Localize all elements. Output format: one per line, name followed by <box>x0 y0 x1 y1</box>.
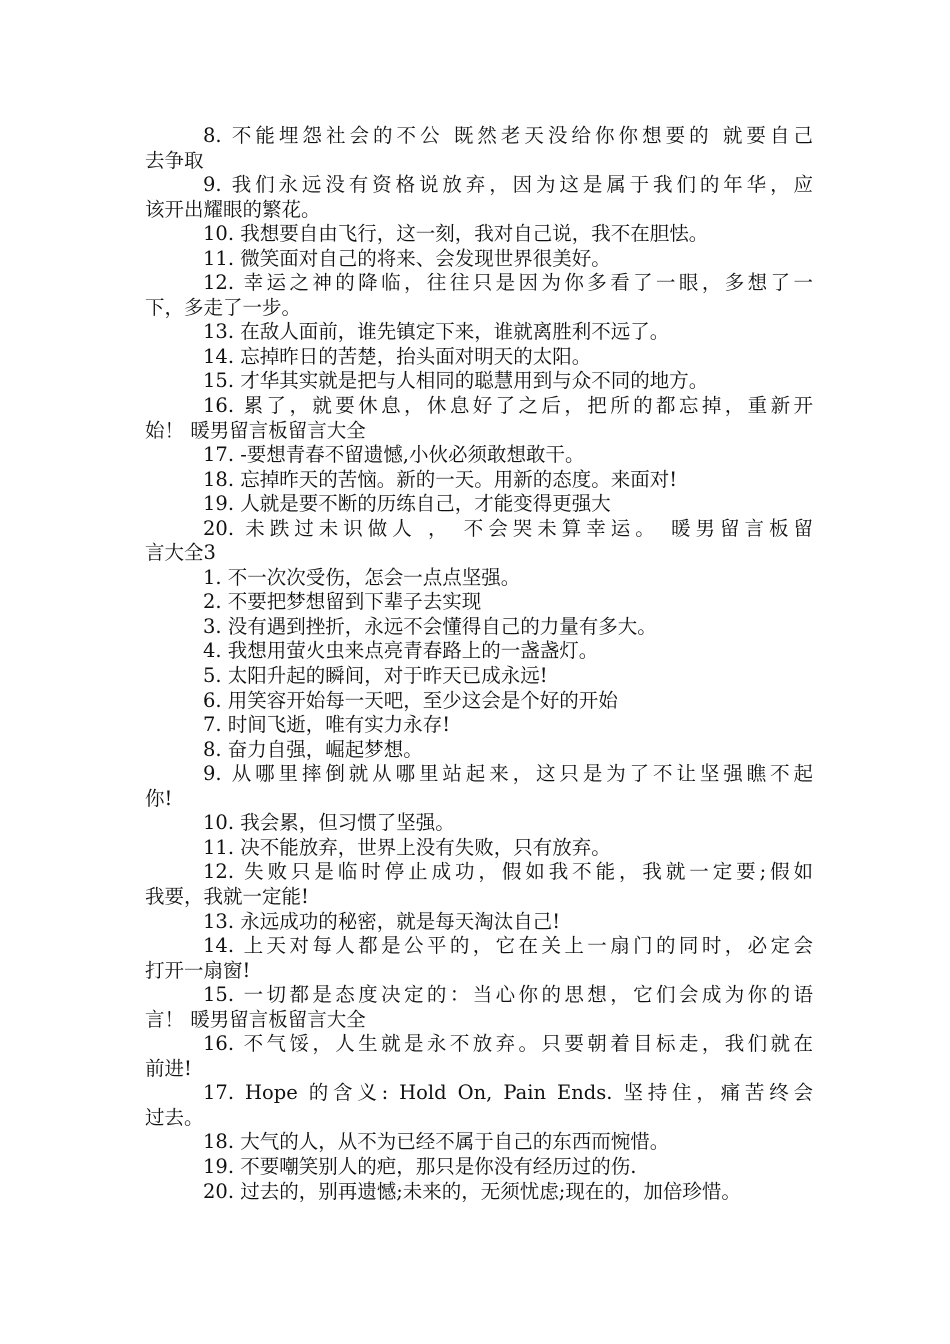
text-line: 12. 幸运之神的降临，往往只是因为你多看了一眼，多想了一 <box>203 271 813 295</box>
text-line: 20. 未跌过未识做人 ， 不会哭未算幸运。 暖男留言板留 <box>203 516 813 540</box>
text-line: 19. 不要嘲笑别人的疤，那只是你没有经历过的伤. <box>203 1154 637 1178</box>
text-line: 下，多走了一步。 <box>145 295 302 319</box>
text-line: 9. 从哪里摔倒就从哪里站起来，这只是为了不让坚强瞧不起 <box>203 762 813 786</box>
text-line: 18. 大气的人，从不为已经不属于自己的东西而惋惜。 <box>203 1130 670 1154</box>
text-line: 15. 才华其实就是把与人相同的聪慧用到与众不同的地方。 <box>203 369 709 393</box>
text-line: 8. 不能埋怨社会的不公 既然老天没给你你想要的 就要自己 <box>203 124 813 147</box>
text-line: 11. 决不能放弃，世界上没有失败，只有放弃。 <box>203 835 611 859</box>
text-line: 20. 过去的，别再遗憾;未来的，无须忧虑;现在的，加倍珍惜。 <box>203 1179 741 1203</box>
text-line: 18. 忘掉昨天的苦恼。新的一天。用新的态度。来面对! <box>203 467 678 491</box>
text-line: 9. 我们永远没有资格说放弃，因为这是属于我们的年华，应 <box>203 173 813 197</box>
text-line: 言！ 暖男留言板留言大全 <box>145 1007 366 1031</box>
text-line: 19. 人就是要不断的历练自己，才能变得更强大 <box>203 492 611 516</box>
text-line: 该开出耀眼的繁花。 <box>145 197 321 221</box>
text-line: 5. 太阳升起的瞬间，对于昨天已成永远! <box>203 664 548 688</box>
text-line: 7. 时间飞逝，唯有实力永存! <box>203 713 451 737</box>
text-line: 前进! <box>145 1056 192 1080</box>
text-line: 6. 用笑容开始每一天吧，至少这会是个好的开始 <box>203 688 618 712</box>
text-line: 17. Hope 的含义: Hold On, Pain Ends. 坚持住，痛苦终会 <box>203 1081 813 1105</box>
text-line: 我要，我就一定能! <box>145 884 309 908</box>
text-line: 过去。 <box>145 1105 204 1129</box>
text-line: 14. 忘掉昨日的苦楚，抬头面对明天的太阳。 <box>203 344 592 368</box>
text-line: 16. 不气馁，人生就是永不放弃。只要朝着目标走，我们就在 <box>203 1032 813 1056</box>
text-line: 17. -要想青春不留遗憾,小伙必须敢想敢干。 <box>203 443 585 467</box>
text-line: 2. 不要把梦想留到下辈子去实现 <box>203 590 482 614</box>
text-line: 1. 不一次次受伤，怎会一点点坚强。 <box>203 565 521 589</box>
text-line: 10. 我想要自由飞行，这一刻，我对自己说，我不在胆怯。 <box>203 222 709 246</box>
document-body <box>145 124 813 1204</box>
text-line: 言大全3 <box>145 541 216 565</box>
text-line: 14. 上天对每人都是公平的，它在关上一扇门的同时，必定会 <box>203 934 813 958</box>
text-line: 3. 没有遇到挫折，永远不会懂得自己的力量有多大。 <box>203 614 657 638</box>
text-line: 10. 我会累，但习惯了坚强。 <box>203 811 455 835</box>
text-line: 8. 奋力自强，崛起梦想。 <box>203 737 423 761</box>
text-line: 去争取 <box>145 148 204 172</box>
text-line: 你! <box>145 786 173 810</box>
text-line: 始！ 暖男留言板留言大全 <box>145 418 366 442</box>
text-line: 15. 一切都是态度决定的：当心你的思想，它们会成为你的语 <box>203 983 813 1007</box>
text-line: 12. 失败只是临时停止成功，假如我不能，我就一定要;假如 <box>203 860 813 884</box>
text-line: 打开一扇窗! <box>145 958 251 982</box>
text-line: 13. 在敌人面前，谁先镇定下来，谁就离胜利不远了。 <box>203 320 670 344</box>
text-line: 16. 累了，就要休息，休息好了之后，把所的都忘掉，重新开 <box>203 394 813 418</box>
text-line: 4. 我想用萤火虫来点亮青春路上的一盏盏灯。 <box>203 639 599 663</box>
text-line: 13. 永远成功的秘密，就是每天淘汰自己! <box>203 909 561 933</box>
text-line: 11. 微笑面对自己的将来、会发现世界很美好。 <box>203 246 611 270</box>
